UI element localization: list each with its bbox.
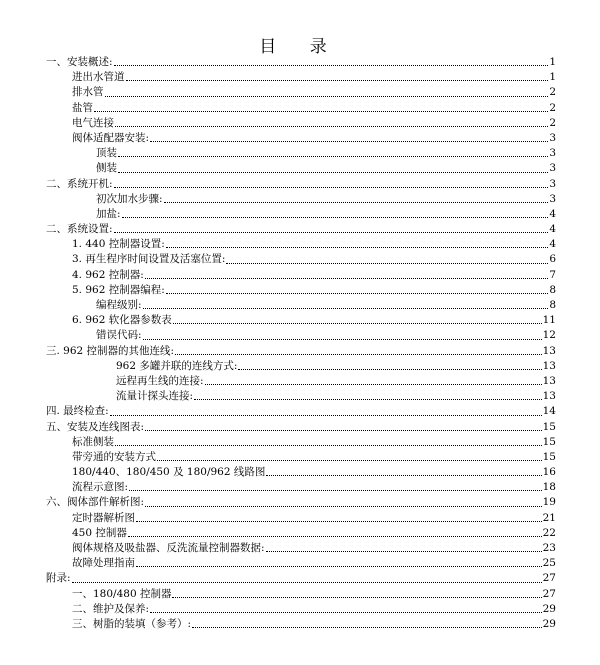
toc-entry[interactable] <box>46 480 556 495</box>
toc-entry-label: 错误代码: <box>96 329 142 342</box>
toc-entry-page-number: 11 <box>542 314 556 327</box>
dot-leader <box>145 429 542 431</box>
dot-leader <box>136 565 542 567</box>
toc-entry-label: 180/440、180/450 及 180/962 线路图 <box>72 466 266 479</box>
toc-entry-page-number: 25 <box>542 557 556 570</box>
dot-leader <box>150 611 542 613</box>
toc-entry-page-number: 2 <box>549 101 556 114</box>
toc-entry[interactable] <box>46 389 556 404</box>
toc-entry-label: 侧装 <box>96 162 117 175</box>
toc-entry-label: 六、阀体部件解析图: <box>46 496 145 509</box>
toc-entry[interactable] <box>46 177 556 192</box>
toc-entry[interactable] <box>46 435 556 450</box>
dot-leader <box>105 95 549 97</box>
toc-entry-label: 二、系统设置: <box>46 223 113 236</box>
toc-entry[interactable] <box>46 344 556 359</box>
toc-entry[interactable] <box>46 495 556 510</box>
dot-leader <box>166 292 549 294</box>
toc-entry-label: 4. 962 控制器: <box>72 268 144 281</box>
toc-entry-page-number: 3 <box>549 131 556 144</box>
toc-entry-label: 编程级别: <box>96 299 142 311</box>
toc-entry[interactable] <box>46 450 556 465</box>
toc-entry-label: 6. 962 软化器参数表 <box>72 314 172 327</box>
toc-entry-page-number: 27 <box>542 572 556 585</box>
toc-entry-label: 流程示意图: <box>72 481 129 494</box>
toc-entry-label: 3. 再生程序时间设置及活塞位置: <box>72 253 226 266</box>
toc-entry-label: 三、树脂的装填（参考）: <box>72 617 192 630</box>
dot-leader <box>238 368 541 370</box>
dot-leader <box>266 474 541 476</box>
dot-leader <box>157 459 542 461</box>
toc-entry-label: 二、维护及保养: <box>72 602 150 615</box>
toc-entry-label: 排水管 <box>72 86 104 99</box>
toc-entry[interactable] <box>46 222 556 237</box>
toc-entry-page-number: 15 <box>542 435 556 448</box>
dot-leader <box>72 581 542 583</box>
toc-entry-page-number: 4 <box>549 223 556 236</box>
toc-entry-label: 加盐: <box>96 207 121 220</box>
toc-entry[interactable] <box>46 602 556 617</box>
toc-entry-label: 五、安装及连线图表: <box>46 420 145 433</box>
dot-leader <box>172 596 541 598</box>
dot-leader <box>129 489 542 491</box>
toc-entry-label: 一、安装概述: <box>46 56 113 68</box>
toc-entry-page-number: 15 <box>542 450 556 463</box>
dot-leader <box>128 535 542 537</box>
toc-entry-page-number: 13 <box>542 390 556 403</box>
dot-leader <box>266 550 542 552</box>
toc-entry-page-number: 29 <box>542 602 556 615</box>
toc-entry-page-number: 2 <box>549 116 556 129</box>
toc-entry[interactable] <box>46 420 556 435</box>
dot-leader <box>126 79 549 81</box>
dot-leader <box>114 64 549 66</box>
dot-leader <box>118 155 548 157</box>
toc-entry-label: 962 多罐并联的连线方式: <box>116 359 238 372</box>
toc-entry-page-number: 8 <box>549 299 556 311</box>
toc-entry[interactable] <box>46 571 556 586</box>
toc-entry-label: 流量计探头连接: <box>116 390 194 403</box>
toc-entry[interactable] <box>46 465 556 480</box>
toc-entry[interactable] <box>46 526 556 541</box>
toc-entry[interactable] <box>46 359 556 374</box>
toc-entry[interactable] <box>46 55 556 70</box>
toc-entry-page-number: 16 <box>542 466 556 479</box>
toc-entry-label: 盐管 <box>72 101 93 114</box>
dot-leader <box>150 140 548 142</box>
toc-entry[interactable] <box>46 617 556 632</box>
toc-entry-page-number: 3 <box>549 177 556 190</box>
toc-entry-page-number: 13 <box>542 344 556 357</box>
toc-entry-label: 1. 440 控制器设置: <box>72 238 165 251</box>
toc-entry-label: 定时器解析图 <box>72 511 135 524</box>
dot-leader <box>143 307 549 309</box>
toc-entry-page-number: 29 <box>542 617 556 630</box>
toc-entry-page-number: 21 <box>542 511 556 524</box>
dot-leader <box>136 520 542 522</box>
toc-entry[interactable] <box>46 161 556 176</box>
toc-entry-page-number: 23 <box>542 542 556 554</box>
toc-entry-label: 带旁通的安装方式 <box>72 450 156 463</box>
dot-leader <box>226 262 548 264</box>
toc-entry[interactable] <box>46 511 556 526</box>
toc-entry[interactable] <box>46 131 556 146</box>
toc-entry-label: 四. 最终检查: <box>46 405 109 418</box>
toc-entry-page-number: 27 <box>542 587 556 600</box>
toc-entry-page-number: 3 <box>549 192 556 205</box>
dot-leader <box>145 277 549 279</box>
toc-entry-page-number: 19 <box>542 496 556 509</box>
toc-entry[interactable] <box>46 313 556 328</box>
toc-entry[interactable] <box>46 192 556 207</box>
toc-entry-label: 初次加水步骤: <box>96 192 163 205</box>
toc-entry[interactable] <box>46 404 556 419</box>
toc-entry-page-number: 8 <box>549 283 556 296</box>
toc-entry-label: 阀体规格及吸盐器、反洗流量控制器数据: <box>72 542 265 554</box>
dot-leader <box>122 216 549 218</box>
toc-entry-page-number: 2 <box>549 86 556 99</box>
toc-entry-page-number: 13 <box>542 359 556 372</box>
toc-entry-page-number: 7 <box>549 268 556 281</box>
toc-entry-label: 三. 962 控制器的其他连线: <box>46 344 175 357</box>
toc-entry[interactable] <box>46 101 556 116</box>
toc-entry[interactable] <box>46 556 556 571</box>
dot-leader <box>143 338 542 340</box>
toc-entry-page-number: 18 <box>542 481 556 494</box>
toc-entry[interactable] <box>46 283 556 298</box>
table-of-contents <box>46 55 556 632</box>
toc-entry-label: 一、180/480 控制器 <box>72 587 172 600</box>
toc-entry[interactable] <box>46 207 556 222</box>
toc-entry-page-number: 14 <box>542 405 556 418</box>
toc-entry-label: 电气连接 <box>72 116 114 129</box>
dot-leader <box>205 383 542 385</box>
toc-entry[interactable] <box>46 70 556 85</box>
toc-entry-label: 顶装 <box>96 147 117 160</box>
toc-entry-page-number: 4 <box>549 207 556 220</box>
toc-entry[interactable] <box>46 268 556 283</box>
dot-leader <box>192 626 542 628</box>
toc-entry-page-number: 22 <box>542 526 556 539</box>
toc-entry[interactable] <box>46 374 556 389</box>
toc-entry-label: 附录: <box>46 572 71 585</box>
dot-leader <box>173 322 542 324</box>
toc-entry-page-number: 13 <box>542 374 556 387</box>
toc-entry-label: 二、系统开机: <box>46 177 113 190</box>
dot-leader <box>145 505 542 507</box>
toc-entry-page-number: 1 <box>549 71 556 84</box>
toc-entry-page-number: 3 <box>549 147 556 160</box>
toc-entry-label: 标准侧装 <box>72 435 114 448</box>
dot-leader <box>115 444 542 446</box>
page-title: 目 录 <box>259 37 341 57</box>
toc-entry-label: 进出水管道 <box>72 71 125 84</box>
dot-leader <box>115 125 548 127</box>
dot-leader <box>114 186 549 188</box>
dot-leader <box>114 231 549 233</box>
toc-entry[interactable] <box>46 541 556 556</box>
toc-entry-page-number: 4 <box>549 238 556 251</box>
dot-leader <box>175 353 542 355</box>
toc-entry-label: 远程再生线的连接: <box>116 374 204 387</box>
toc-entry[interactable] <box>46 298 556 313</box>
toc-entry[interactable] <box>46 237 556 252</box>
toc-entry-label: 450 控制器 <box>72 526 127 539</box>
toc-entry-page-number: 12 <box>542 329 556 342</box>
toc-entry-page-number: 6 <box>549 253 556 266</box>
toc-entry-page-number: 3 <box>549 162 556 175</box>
toc-entry[interactable] <box>46 116 556 131</box>
toc-entry-label: 故障处理指南 <box>72 557 135 570</box>
toc-entry-label: 阀体适配器安装: <box>72 131 150 144</box>
toc-entry[interactable] <box>46 328 556 343</box>
dot-leader <box>94 110 548 112</box>
toc-entry[interactable] <box>46 146 556 161</box>
toc-entry[interactable] <box>46 587 556 602</box>
dot-leader <box>166 246 549 248</box>
toc-entry-page-number: 15 <box>542 420 556 433</box>
dot-leader <box>164 201 549 203</box>
toc-entry-page-number: 1 <box>549 56 556 68</box>
dot-leader <box>194 398 542 400</box>
dot-leader <box>110 414 542 416</box>
dot-leader <box>118 171 548 173</box>
toc-entry[interactable] <box>46 85 556 100</box>
toc-entry-label: 5. 962 控制器编程: <box>72 283 165 296</box>
toc-entry[interactable] <box>46 252 556 267</box>
